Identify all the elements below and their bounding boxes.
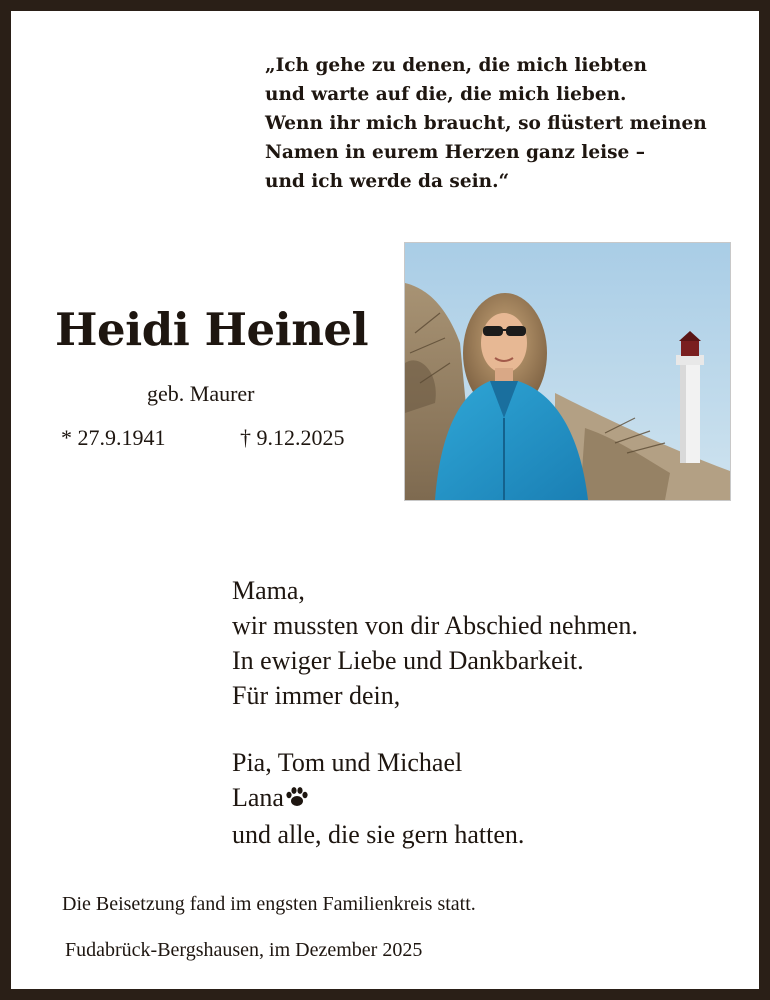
signer-pet-name: Lana	[232, 783, 284, 812]
poem-line: und ich werde da sein.“	[265, 171, 510, 192]
signer-line-pet	[232, 780, 524, 817]
death-date: † 9.12.2025	[240, 425, 345, 450]
portrait-photo-image	[405, 243, 730, 500]
paw-icon	[285, 782, 309, 817]
place-date: Fudabrück-Bergshausen, im Dezember 2025	[65, 939, 423, 961]
signer-line: und alle, die sie gern hatten.	[232, 820, 525, 849]
message-line: In ewiger Liebe und Dankbarkeit.	[232, 646, 584, 675]
poem-line: Wenn ihr mich braucht, so flüstert meinen	[265, 113, 707, 134]
poem-quote	[265, 51, 745, 196]
burial-note: Die Beisetzung fand im engsten Familienkreis statt.	[62, 893, 476, 915]
farewell-message	[232, 573, 638, 713]
deceased-name: Heidi Heinel	[55, 303, 369, 356]
poem-line: Namen in eurem Herzen ganz leise –	[265, 142, 645, 163]
message-line: Für immer dein,	[232, 681, 401, 710]
signer-line: Pia, Tom und Michael	[232, 748, 463, 777]
portrait-photo	[404, 242, 731, 501]
message-line: wir mussten von dir Abschied nehmen.	[232, 611, 638, 640]
birth-date: * 27.9.1941	[61, 425, 166, 450]
message-line: Mama,	[232, 576, 305, 605]
maiden-name: geb. Maurer	[147, 381, 255, 406]
signers	[232, 745, 524, 852]
poem-line: „Ich gehe zu denen, die mich liebten	[265, 55, 647, 76]
poem-line: und warte auf die, die mich lieben.	[265, 84, 627, 105]
